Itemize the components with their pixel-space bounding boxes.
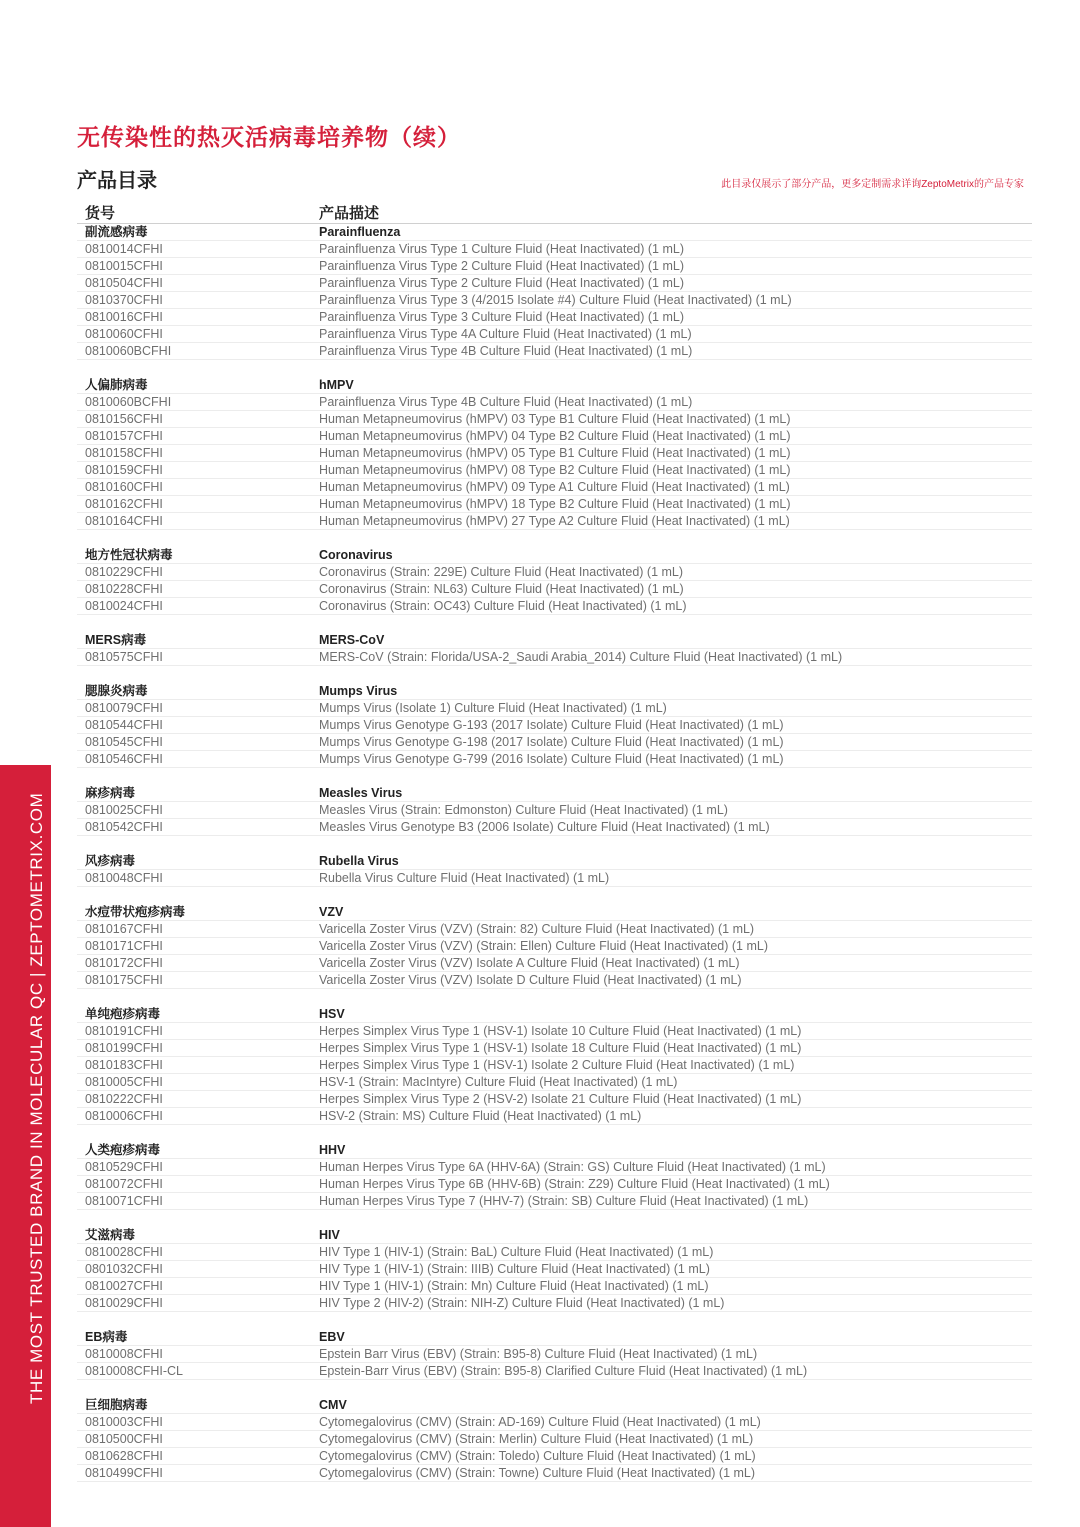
product-code: 0810529CFHI — [85, 1160, 163, 1174]
group-name-cn: 副流感病毒 — [85, 225, 148, 239]
product-description: HIV Type 1 (HIV-1) (Strain: Mn) Culture Fluid (Heat Inactivated) (1 mL) — [319, 1279, 709, 1293]
product-code: 0810071CFHI — [85, 1194, 163, 1208]
product-code: 0810191CFHI — [85, 1024, 163, 1038]
table-row — [77, 1278, 1032, 1295]
group-name-cn: 风疹病毒 — [85, 854, 136, 868]
table-row — [77, 513, 1032, 530]
product-code: 0810159CFHI — [85, 463, 163, 477]
product-code: 0810027CFHI — [85, 1279, 163, 1293]
group-name-en: Coronavirus — [319, 548, 393, 562]
product-description: HSV-1 (Strain: MacIntyre) Culture Fluid (Heat Inactivated) (1 mL) — [319, 1075, 678, 1089]
table-row — [77, 598, 1032, 615]
product-code: 0810158CFHI — [85, 446, 163, 460]
product-code: 0810060BCFHI — [85, 395, 172, 409]
group-spacer — [77, 989, 1032, 1006]
group-name-cn: 水痘带状疱疹病毒 — [85, 905, 186, 919]
table-row — [77, 496, 1032, 513]
group-header-row — [77, 377, 1032, 394]
product-code: 0810060BCFHI — [85, 344, 172, 358]
table-row — [77, 411, 1032, 428]
column-header-description: 产品描述 — [319, 205, 380, 222]
product-description: Human Metapneumovirus (hMPV) 18 Type B2 Culture Fluid (Heat Inactivated) (1 mL) — [319, 497, 791, 511]
product-description: Human Metapneumovirus (hMPV) 27 Type A2 Culture Fluid (Heat Inactivated) (1 mL) — [319, 514, 790, 528]
group-spacer — [77, 887, 1032, 904]
product-description: Parainfluenza Virus Type 1 Culture Fluid (Heat Inactivated) (1 mL) — [319, 242, 684, 256]
group-header-row — [77, 547, 1032, 564]
product-description: Cytomegalovirus (CMV) (Strain: AD-169) Culture Fluid (Heat Inactivated) (1 mL) — [319, 1415, 761, 1429]
group-name-en: HHV — [319, 1143, 346, 1157]
table-row — [77, 870, 1032, 887]
table-row — [77, 309, 1032, 326]
product-code: 0810006CFHI — [85, 1109, 163, 1123]
group-header-row — [77, 1329, 1032, 1346]
product-description: Mumps Virus Genotype G-193 (2017 Isolate) Culture Fluid (Heat Inactivated) (1 mL) — [319, 718, 784, 732]
product-description: Measles Virus (Strain: Edmonston) Culture Fluid (Heat Inactivated) (1 mL) — [319, 803, 728, 817]
product-description: Human Metapneumovirus (hMPV) 08 Type B2 Culture Fluid (Heat Inactivated) (1 mL) — [319, 463, 791, 477]
group-spacer — [77, 530, 1032, 547]
product-description: Cytomegalovirus (CMV) (Strain: Merlin) Culture Fluid (Heat Inactivated) (1 mL) — [319, 1432, 754, 1446]
product-description: Rubella Virus Culture Fluid (Heat Inactivated) (1 mL) — [319, 871, 610, 885]
group-header-row — [77, 632, 1032, 649]
table-row — [77, 479, 1032, 496]
table-row — [77, 938, 1032, 955]
product-description: HIV Type 1 (HIV-1) (Strain: IIIB) Culture Fluid (Heat Inactivated) (1 mL) — [319, 1262, 710, 1276]
group-name-en: Parainfluenza — [319, 225, 401, 239]
group-name-cn: 腮腺炎病毒 — [85, 684, 148, 698]
catalog-note: 此目录仅展示了部分产品，更多定制需求详询ZeptoMetrix的产品专家 — [721, 179, 1024, 190]
table-row — [77, 581, 1032, 598]
group-name-en: VZV — [319, 905, 344, 919]
group-name-en: Mumps Virus — [319, 684, 398, 698]
group-header-row — [77, 1006, 1032, 1023]
product-code: 0810048CFHI — [85, 871, 163, 885]
group-header-row — [77, 1227, 1032, 1244]
group-name-en: HIV — [319, 1228, 340, 1242]
product-code: 0810199CFHI — [85, 1041, 163, 1055]
table-row — [77, 955, 1032, 972]
table-row — [77, 241, 1032, 258]
product-code: 0810575CFHI — [85, 650, 163, 664]
product-description: Parainfluenza Virus Type 3 (4/2015 Isolate #4) Culture Fluid (Heat Inactivated) (1 mL) — [319, 293, 792, 307]
product-description: Parainfluenza Virus Type 2 Culture Fluid (Heat Inactivated) (1 mL) — [319, 259, 684, 273]
product-code: 0810546CFHI — [85, 752, 163, 766]
group-name-en: EBV — [319, 1330, 345, 1344]
product-description: HSV-2 (Strain: MS) Culture Fluid (Heat Inactivated) (1 mL) — [319, 1109, 642, 1123]
product-description: Herpes Simplex Virus Type 1 (HSV-1) Isolate 18 Culture Fluid (Heat Inactivated) (1 mL) — [319, 1041, 802, 1055]
product-description: Human Metapneumovirus (hMPV) 04 Type B2 Culture Fluid (Heat Inactivated) (1 mL) — [319, 429, 791, 443]
product-code: 0810370CFHI — [85, 293, 163, 307]
product-code: 0801032CFHI — [85, 1262, 163, 1276]
product-code: 0810500CFHI — [85, 1432, 163, 1446]
table-row — [77, 1414, 1032, 1431]
product-description: Coronavirus (Strain: NL63) Culture Fluid (Heat Inactivated) (1 mL) — [319, 582, 684, 596]
product-description: Coronavirus (Strain: 229E) Culture Fluid (Heat Inactivated) (1 mL) — [319, 565, 684, 579]
table-row — [77, 819, 1032, 836]
product-description: Coronavirus (Strain: OC43) Culture Fluid (Heat Inactivated) (1 mL) — [319, 599, 687, 613]
table-row — [77, 1193, 1032, 1210]
product-code: 0810079CFHI — [85, 701, 163, 715]
table-row — [77, 1346, 1032, 1363]
table-row — [77, 1023, 1032, 1040]
product-description: Human Metapneumovirus (hMPV) 09 Type A1 Culture Fluid (Heat Inactivated) (1 mL) — [319, 480, 790, 494]
product-table — [77, 204, 1032, 1482]
product-description: Human Metapneumovirus (hMPV) 05 Type B1 Culture Fluid (Heat Inactivated) (1 mL) — [319, 446, 791, 460]
table-header — [77, 204, 1032, 224]
product-description: Human Herpes Virus Type 7 (HHV-7) (Strain: SB) Culture Fluid (Heat Inactivated) (1 mL) — [319, 1194, 809, 1208]
product-code: 0810156CFHI — [85, 412, 163, 426]
table-row — [77, 1431, 1032, 1448]
group-name-en: Measles Virus — [319, 786, 403, 800]
group-name-cn: 人偏肺病毒 — [85, 378, 148, 392]
table-row — [77, 1261, 1032, 1278]
table-row — [77, 1363, 1032, 1380]
table-row — [77, 258, 1032, 275]
group-header-row — [77, 904, 1032, 921]
table-row — [77, 1448, 1032, 1465]
product-code: 0810024CFHI — [85, 599, 163, 613]
table-row — [77, 1159, 1032, 1176]
product-code: 0810542CFHI — [85, 820, 163, 834]
table-row — [77, 717, 1032, 734]
product-description: Varicella Zoster Virus (VZV) (Strain: 82) Culture Fluid (Heat Inactivated) (1 mL) — [319, 922, 755, 936]
product-code: 0810499CFHI — [85, 1466, 163, 1480]
product-description: Measles Virus Genotype B3 (2006 Isolate) Culture Fluid (Heat Inactivated) (1 mL) — [319, 820, 770, 834]
product-code: 0810008CFHI-CL — [85, 1364, 183, 1378]
table-row — [77, 428, 1032, 445]
product-code: 0810171CFHI — [85, 939, 163, 953]
product-description: Varicella Zoster Virus (VZV) Isolate A Culture Fluid (Heat Inactivated) (1 mL) — [319, 956, 740, 970]
product-code: 0810162CFHI — [85, 497, 163, 511]
table-row — [77, 1176, 1032, 1193]
product-code: 0810028CFHI — [85, 1245, 163, 1259]
product-description: Varicella Zoster Virus (VZV) Isolate D Culture Fluid (Heat Inactivated) (1 mL) — [319, 973, 742, 987]
group-spacer — [77, 1380, 1032, 1397]
group-header-row — [77, 1142, 1032, 1159]
table-row — [77, 921, 1032, 938]
product-description: Herpes Simplex Virus Type 1 (HSV-1) Isolate 2 Culture Fluid (Heat Inactivated) (1 mL) — [319, 1058, 795, 1072]
table-row — [77, 700, 1032, 717]
table-row — [77, 1295, 1032, 1312]
product-code: 0810175CFHI — [85, 973, 163, 987]
group-header-row — [77, 1397, 1032, 1414]
product-code: 0810005CFHI — [85, 1075, 163, 1089]
product-description: Mumps Virus Genotype G-799 (2016 Isolate) Culture Fluid (Heat Inactivated) (1 mL) — [319, 752, 784, 766]
group-spacer — [77, 768, 1032, 785]
product-code: 0810164CFHI — [85, 514, 163, 528]
table-row — [77, 802, 1032, 819]
group-name-en: Rubella Virus — [319, 854, 399, 868]
table-row — [77, 292, 1032, 309]
product-code: 0810628CFHI — [85, 1449, 163, 1463]
product-code: 0810545CFHI — [85, 735, 163, 749]
group-name-cn: 人类疱疹病毒 — [85, 1143, 161, 1157]
table-row — [77, 326, 1032, 343]
group-name-en: MERS-CoV — [319, 633, 385, 647]
product-code: 0810025CFHI — [85, 803, 163, 817]
group-name-en: CMV — [319, 1398, 347, 1412]
product-description: Cytomegalovirus (CMV) (Strain: Towne) Culture Fluid (Heat Inactivated) (1 mL) — [319, 1466, 756, 1480]
product-description: Parainfluenza Virus Type 4B Culture Fluid (Heat Inactivated) (1 mL) — [319, 395, 693, 409]
table-row — [77, 564, 1032, 581]
product-code: 0810504CFHI — [85, 276, 163, 290]
table-row — [77, 394, 1032, 411]
product-description: Herpes Simplex Virus Type 2 (HSV-2) Isolate 21 Culture Fluid (Heat Inactivated) (1 mL) — [319, 1092, 802, 1106]
product-description: HIV Type 1 (HIV-1) (Strain: BaL) Culture Fluid (Heat Inactivated) (1 mL) — [319, 1245, 714, 1259]
product-code: 0810544CFHI — [85, 718, 163, 732]
product-code: 0810008CFHI — [85, 1347, 163, 1361]
product-description: Human Herpes Virus Type 6B (HHV-6B) (Strain: Z29) Culture Fluid (Heat Inactivated) (1 mL) — [319, 1177, 830, 1191]
table-row — [77, 1074, 1032, 1091]
product-code: 0810029CFHI — [85, 1296, 163, 1310]
group-name-cn: EB病毒 — [85, 1330, 128, 1344]
group-header-row — [77, 785, 1032, 802]
group-spacer — [77, 666, 1032, 683]
product-code: 0810015CFHI — [85, 259, 163, 273]
product-code: 0810222CFHI — [85, 1092, 163, 1106]
table-row — [77, 1108, 1032, 1125]
group-name-cn: 地方性冠状病毒 — [85, 548, 173, 562]
table-row — [77, 1465, 1032, 1482]
table-row — [77, 1244, 1032, 1261]
group-name-cn: 巨细胞病毒 — [85, 1398, 148, 1412]
table-row — [77, 462, 1032, 479]
group-header-row — [77, 224, 1032, 241]
group-name-cn: MERS病毒 — [85, 633, 147, 647]
product-code: 0810167CFHI — [85, 922, 163, 936]
page-title: 无传染性的热灭活病毒培养物（续） — [77, 124, 461, 150]
product-code: 0810229CFHI — [85, 565, 163, 579]
group-name-cn: 麻疹病毒 — [85, 786, 136, 800]
product-description: Mumps Virus Genotype G-198 (2017 Isolate) Culture Fluid (Heat Inactivated) (1 mL) — [319, 735, 784, 749]
product-description: Parainfluenza Virus Type 2 Culture Fluid (Heat Inactivated) (1 mL) — [319, 276, 684, 290]
product-code: 0810072CFHI — [85, 1177, 163, 1191]
table-row — [77, 1091, 1032, 1108]
product-code: 0810157CFHI — [85, 429, 163, 443]
group-spacer — [77, 1210, 1032, 1227]
group-name-cn: 单纯疱疹病毒 — [85, 1007, 161, 1021]
product-code: 0810016CFHI — [85, 310, 163, 324]
group-name-en: hMPV — [319, 378, 354, 392]
product-description: MERS-CoV (Strain: Florida/USA-2_Saudi Arabia_2014) Culture Fluid (Heat Inactivated) (1 mL) — [319, 650, 843, 664]
table-row — [77, 1040, 1032, 1057]
product-code: 0810172CFHI — [85, 956, 163, 970]
group-spacer — [77, 360, 1032, 377]
product-code: 0810228CFHI — [85, 582, 163, 596]
product-description: HIV Type 2 (HIV-2) (Strain: NIH-Z) Culture Fluid (Heat Inactivated) (1 mL) — [319, 1296, 725, 1310]
table-body — [77, 224, 1032, 1482]
product-description: Varicella Zoster Virus (VZV) (Strain: Ellen) Culture Fluid (Heat Inactivated) (1 mL) — [319, 939, 768, 953]
product-code: 0810183CFHI — [85, 1058, 163, 1072]
catalog-title: 产品目录 — [77, 170, 157, 192]
sidebar-tagline: THE MOST TRUSTED BRAND IN MOLECULAR QC | ZEPTOMETRIX.COM — [27, 792, 46, 1404]
table-row — [77, 751, 1032, 768]
product-description: Epstein Barr Virus (EBV) (Strain: B95-8) Culture Fluid (Heat Inactivated) (1 mL) — [319, 1347, 758, 1361]
group-spacer — [77, 615, 1032, 632]
product-description: Mumps Virus (Isolate 1) Culture Fluid (Heat Inactivated) (1 mL) — [319, 701, 667, 715]
product-description: Parainfluenza Virus Type 4B Culture Fluid (Heat Inactivated) (1 mL) — [319, 344, 693, 358]
product-description: Human Herpes Virus Type 6A (HHV-6A) (Strain: GS) Culture Fluid (Heat Inactivated) (1 mL) — [319, 1160, 826, 1174]
product-description: Cytomegalovirus (CMV) (Strain: Toledo) Culture Fluid (Heat Inactivated) (1 mL) — [319, 1449, 756, 1463]
group-spacer — [77, 836, 1032, 853]
table-row — [77, 343, 1032, 360]
table-row — [77, 1057, 1032, 1074]
group-spacer — [77, 1312, 1032, 1329]
group-header-row — [77, 853, 1032, 870]
product-code: 0810014CFHI — [85, 242, 163, 256]
column-header-code: 货号 — [85, 205, 116, 222]
table-row — [77, 275, 1032, 292]
table-row — [77, 445, 1032, 462]
group-header-row — [77, 683, 1032, 700]
group-name-cn: 艾滋病毒 — [85, 1228, 136, 1242]
table-row — [77, 649, 1032, 666]
product-description: Herpes Simplex Virus Type 1 (HSV-1) Isolate 10 Culture Fluid (Heat Inactivated) (1 mL) — [319, 1024, 802, 1038]
product-description: Human Metapneumovirus (hMPV) 03 Type B1 Culture Fluid (Heat Inactivated) (1 mL) — [319, 412, 791, 426]
product-code: 0810160CFHI — [85, 480, 163, 494]
product-description: Epstein-Barr Virus (EBV) (Strain: B95-8) Clarified Culture Fluid (Heat Inactivated) (1 mL) — [319, 1364, 808, 1378]
product-description: Parainfluenza Virus Type 3 Culture Fluid (Heat Inactivated) (1 mL) — [319, 310, 684, 324]
product-code: 0810060CFHI — [85, 327, 163, 341]
product-code: 0810003CFHI — [85, 1415, 163, 1429]
table-row — [77, 972, 1032, 989]
table-row — [77, 734, 1032, 751]
group-spacer — [77, 1125, 1032, 1142]
product-description: Parainfluenza Virus Type 4A Culture Fluid (Heat Inactivated) (1 mL) — [319, 327, 692, 341]
group-name-en: HSV — [319, 1007, 345, 1021]
